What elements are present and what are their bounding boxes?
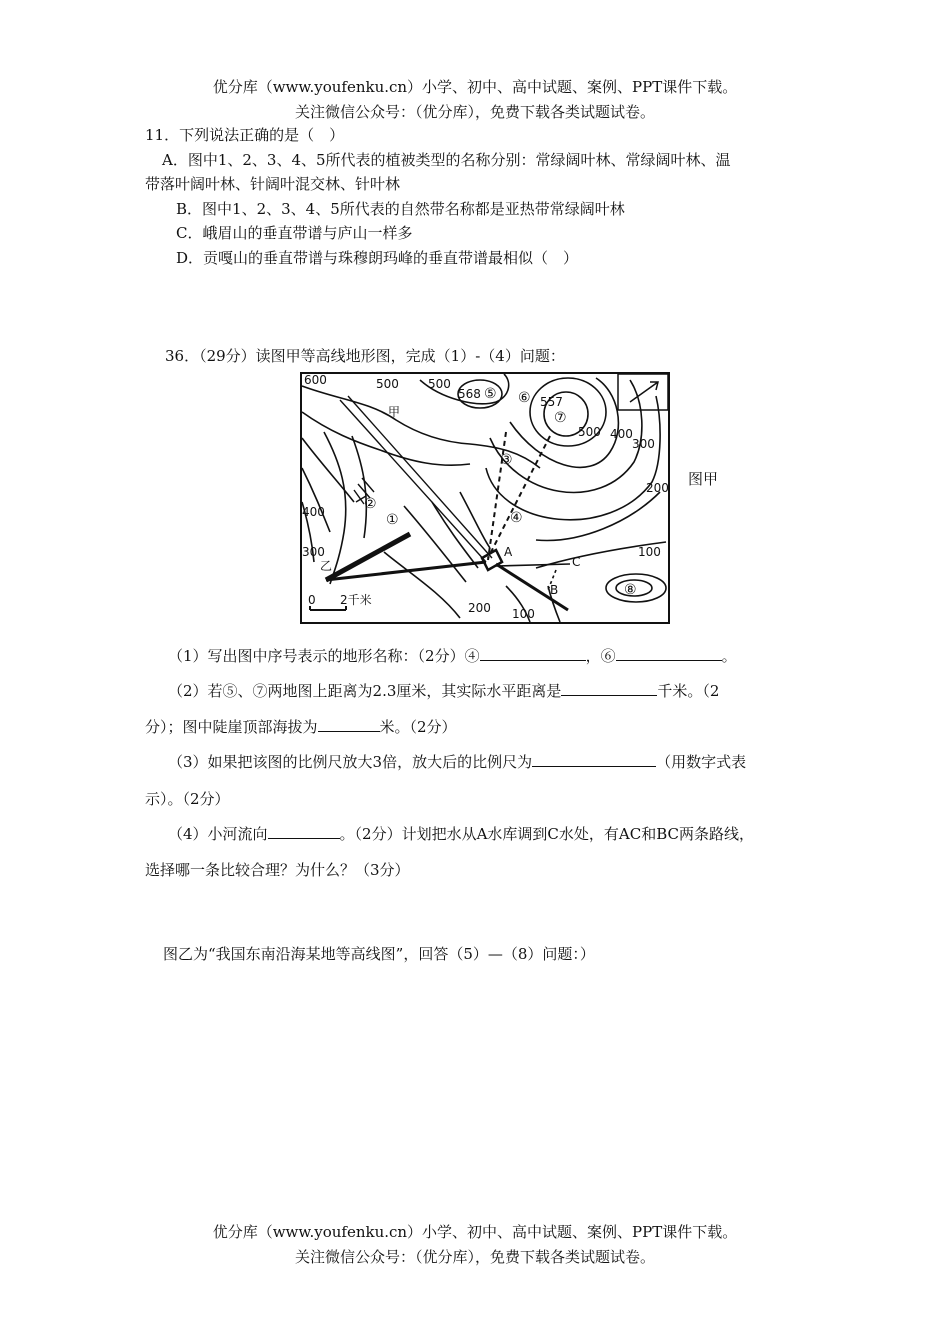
q36-part-2-text: 分）；图中陡崖顶部海拔为: [145, 718, 318, 736]
q36-part-1-text: （1）写出图中序号表示的地形名称：（2分）④: [168, 647, 480, 665]
answer-blank[interactable]: [616, 646, 722, 661]
q36-part-2-text: 千米。（2: [657, 682, 720, 700]
map-label: 乙: [320, 559, 333, 573]
map-label: 100: [638, 545, 661, 559]
q11-stem: 11．下列说法正确的是（ ）: [145, 126, 345, 144]
q36-part-4: [168, 823, 754, 844]
q36-part-3: [168, 751, 746, 772]
map-label: ③: [500, 452, 513, 468]
map-label: 100: [512, 607, 535, 621]
header-line-1: 优分库（www.youfenku.cn）小学、初中、高中试题、案例、PPT课件下载。: [212, 78, 738, 96]
map-label: 400: [610, 427, 633, 441]
q11-option-a-line1: A．图中1、2、3、4、5所代表的植被类型的名称分别：常绿阔叶林、常绿阔叶林、温: [162, 151, 731, 169]
q36-stem: 36．（29分）读图甲等高线地形图，完成（1）-（4）问题：: [165, 347, 565, 365]
answer-blank[interactable]: [268, 824, 340, 839]
q36-part-1-text: ，⑥: [585, 647, 616, 665]
map-label: ⑦: [554, 410, 567, 426]
map-label: ②: [364, 496, 377, 512]
map-label: ⑥: [518, 390, 531, 406]
q36-part-3-text: （用数字式表: [656, 753, 747, 771]
map-label: 0: [308, 593, 316, 607]
footer-line-1: 优分库（www.youfenku.cn）小学、初中、高中试题、案例、PPT课件下载。: [212, 1223, 738, 1241]
answer-blank[interactable]: [532, 752, 656, 767]
map-label: 200: [646, 481, 669, 495]
figure-label: 图甲: [688, 470, 719, 488]
map-label: ①: [386, 512, 399, 528]
q11-option-a-line2: 带落叶阔叶林、针阔叶混交林、针叶林: [145, 175, 401, 193]
q11-option-b: B．图中1、2、3、4、5所代表的自然带名称都是亚热带常绿阔叶林: [176, 200, 625, 218]
map-label: 500: [428, 377, 451, 391]
q36-part-2-text: 米。（2分）: [379, 718, 457, 736]
q11-option-c: C．峨眉山的垂直带谱与庐山一样多: [176, 224, 413, 242]
q36-part-4-cont: 选择哪一条比较合理？为什么？（3分）: [145, 861, 410, 879]
map-label: A: [504, 545, 513, 559]
map-label: ④: [510, 510, 523, 526]
q11-option-d: D．贡嘎山的垂直带谱与珠穆朗玛峰的垂直带谱最相似（ ）: [176, 249, 579, 267]
map-label: B: [550, 583, 559, 597]
q36-part-3-cont: 示）。（2分）: [145, 790, 230, 808]
map-label: ⑧: [624, 582, 637, 598]
map-label: 500: [578, 425, 601, 439]
map-label: ⑤: [484, 386, 497, 402]
header-line-2: 关注微信公众号：（优分库），免费下载各类试题试卷。: [294, 103, 655, 121]
q36-part-2-text: （2）若⑤、⑦两地图上距离为2.3厘米，其实际水平距离是: [168, 682, 562, 700]
q36-part-4-text: 。（2分）计划把水从A水库调到C水处，有AC和BC两条路线，: [339, 825, 754, 843]
map-label: 568: [458, 387, 481, 401]
figure-b-intro: 图乙为“我国东南沿海某地等高线图”，回答（5）—（8）问题：）: [163, 945, 595, 963]
map-label: 500: [376, 377, 399, 391]
q36-part-2-cont: [145, 716, 457, 737]
map-label: 2千米: [340, 593, 372, 607]
map-label: 557: [540, 395, 563, 409]
q36-part-4-text: （4）小河流向: [168, 825, 268, 843]
answer-blank[interactable]: [318, 717, 380, 732]
map-label: C: [572, 555, 581, 569]
map-label: 300: [632, 437, 655, 451]
map-label: 甲: [388, 405, 401, 419]
answer-blank[interactable]: [480, 646, 586, 661]
map-label: 400: [302, 505, 325, 519]
footer-line-2: 关注微信公众号：（优分库），免费下载各类试题试卷。: [294, 1248, 655, 1266]
answer-blank[interactable]: [561, 681, 657, 696]
map-label: 300: [302, 545, 325, 559]
map-label: 600: [304, 373, 327, 387]
map-label: 200: [468, 601, 491, 615]
map-frame: [301, 373, 669, 623]
q36-part-1: [168, 645, 737, 666]
q36-part-2: [168, 680, 719, 701]
q36-part-1-text: 。: [721, 647, 737, 665]
topographic-map: [300, 372, 670, 624]
q36-part-3-text: （3）如果把该图的比例尺放大3倍，放大后的比例尺为: [168, 753, 533, 771]
